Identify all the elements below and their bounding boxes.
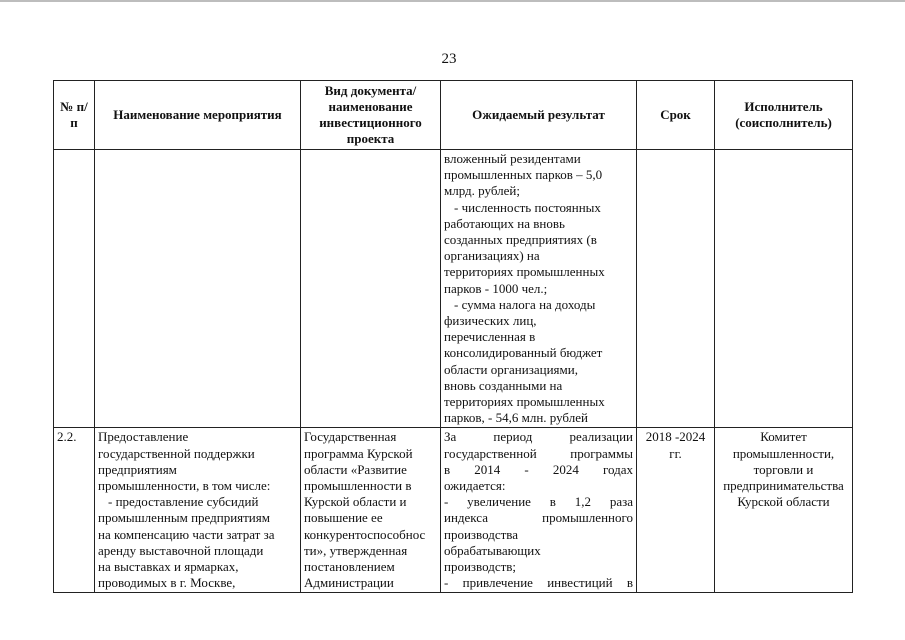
row1-result-line: области организациями, (444, 361, 578, 377)
row1-result-line: парков, - 54,6 млн. рублей (444, 410, 588, 426)
row2-name-line: на компенсацию части затрат за (98, 526, 275, 542)
row1-result-line: перечисленная в (444, 329, 536, 345)
row1-result-line: территориях промышленных (444, 394, 605, 410)
row2-name-line: аренду выставочной площади (98, 542, 264, 558)
header-num: № п/п (54, 81, 95, 150)
row2-doc-line: Государственная (304, 429, 397, 445)
header-name: Наименование мероприятия (95, 81, 301, 150)
row1-result-line: организациях) на (444, 248, 540, 264)
row1-result-line: территориях промышленных (444, 264, 605, 280)
row1-executor (715, 150, 853, 428)
header-executor: Исполнитель (соисполнитель) (715, 81, 853, 150)
row2-doc-line: программа Курской (304, 445, 413, 461)
row2-result-line: ожидается: (444, 478, 506, 494)
row2-doc-line: конкурентоспособнос (304, 526, 426, 542)
page-number: 23 (441, 51, 457, 67)
header-result: Ожидаемый результат (441, 81, 637, 150)
row2-name-line: промышленности, в том числе: (98, 478, 271, 494)
row2-name-line: государственной поддержки (98, 445, 255, 461)
row2-name-line: предприятиям (98, 461, 177, 477)
row2-result-line: государственной программы (444, 445, 633, 461)
header-doc: Вид документа/ наименование инвестиционного проекта (301, 81, 441, 150)
row1-result-line: вновь созданными на (444, 377, 563, 393)
row2-doc-line: области «Развитие (304, 461, 407, 477)
row1-result-line: млрд. рублей; (444, 183, 520, 199)
row1-result-line: парков - 1000 чел.; (444, 280, 548, 296)
measures-table (53, 80, 853, 593)
row2-name-line: Предоставление (98, 429, 189, 445)
row2-result-line: - привлечение инвестиций в (444, 575, 633, 591)
row1-term (637, 150, 715, 428)
row2-executor-line: Комитет (760, 429, 807, 445)
row2-name-line: - предоставление субсидий (108, 494, 259, 510)
table-row (54, 428, 853, 593)
row2-executor (715, 428, 853, 593)
row1-result-line: работающих на вновь (444, 215, 565, 231)
row2-result-line: обрабатывающих (444, 542, 541, 558)
row2-executor-line: торговли и (753, 461, 814, 477)
row2-name-line: проводимых в г. Москве, (98, 575, 236, 591)
row2-result-line: - увеличение в 1,2 раза (444, 494, 633, 510)
row2-name-line: на выставках и ярмарках, (98, 559, 239, 575)
row1-result-line: созданных предприятиях (в (444, 232, 597, 248)
row1-result-line: вложенный резидентами (444, 151, 581, 166)
row2-num: 2.2. (54, 428, 95, 593)
row2-result (441, 428, 637, 593)
row1-result (441, 150, 637, 428)
row2-doc-line: постановлением (304, 559, 395, 575)
row1-result-line: промышленных парков – 5,0 (444, 167, 603, 183)
row1-result-line: - численность постоянных (454, 199, 601, 215)
row1-result-line: - сумма налога на доходы (454, 296, 596, 312)
row2-result-line: За период реализации (444, 429, 633, 445)
table-row (54, 150, 853, 428)
header-term: Срок (637, 81, 715, 150)
row2-doc-line: повышение ее (304, 510, 383, 526)
row1-name (95, 150, 301, 428)
row2-result-line: производств; (444, 559, 517, 575)
row2-name-line: промышленным предприятиям (98, 510, 270, 526)
row2-doc-line: промышленности в (304, 478, 412, 494)
row2-executor-line: Курской области (737, 494, 830, 510)
row2-result-line: индекса промышленного (444, 510, 633, 526)
row2-term: 2018 -2024 гг. (637, 428, 715, 593)
row2-executor-line: промышленности, (732, 445, 835, 461)
row2-executor-line: предпринимательства (723, 478, 844, 494)
row1-doc (301, 150, 441, 428)
row1-result-line: физических лиц, (444, 313, 537, 329)
row2-doc-line: Курской области и (304, 494, 407, 510)
row2-name (95, 428, 301, 593)
row1-num (54, 150, 95, 428)
row1-result-line: консолидированный бюджет (444, 345, 603, 361)
row2-result-line: в 2014 - 2024 годах (444, 461, 633, 477)
table-header-row (54, 81, 853, 150)
page-top-edge (0, 0, 905, 2)
row2-doc (301, 428, 441, 593)
row2-doc-line: Администрации (304, 575, 394, 591)
row2-doc-line: ти», утвержденная (304, 542, 408, 558)
row2-result-line: производства (444, 526, 519, 542)
